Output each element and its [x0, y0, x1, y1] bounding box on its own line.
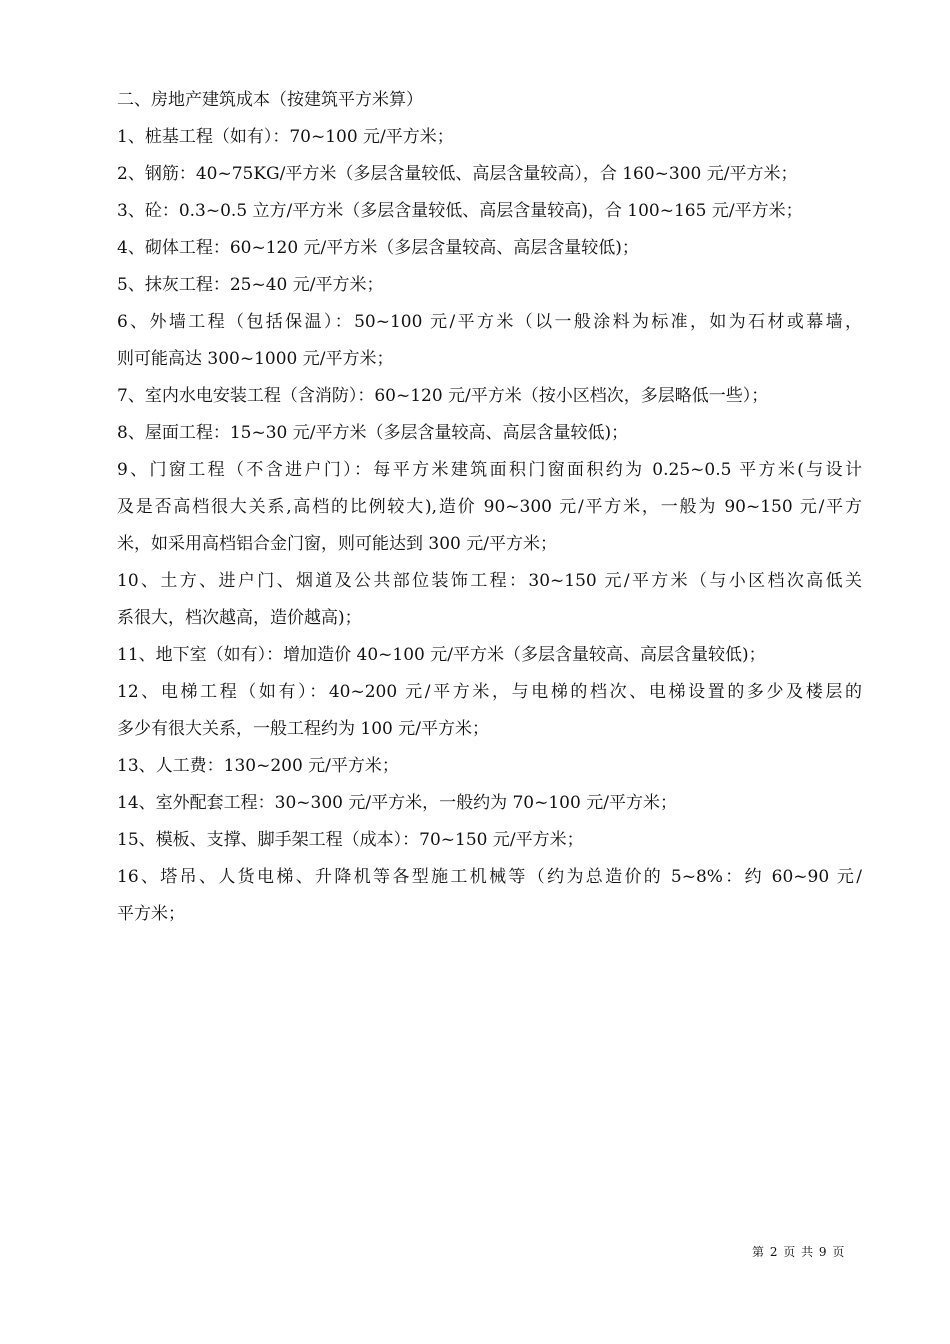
text-line: 14、室外配套工程：30~300 元/平方米，一般约为 70~100 元/平方米； — [117, 793, 677, 813]
text-line: 1、桩基工程（如有）：70~100 元/平方米； — [117, 127, 454, 147]
text-line: 及是否高档很大关系,高档的比例较大),造价 90~300 元/平方米，一般为 90~150 元/平方 — [117, 497, 862, 517]
text-line: 13、人工费：130~200 元/平方米； — [117, 756, 399, 776]
text-line: 多少有很大关系，一般工程约为 100 元/平方米； — [117, 719, 489, 739]
text-line: 8、屋面工程：15~30 元/平方米（多层含量较高、高层含量较低)； — [117, 423, 629, 443]
text-line: 9、门窗工程（不含进户门）：每平方米建筑面积门窗面积约为 0.25~0.5 平方米(与设计 — [117, 460, 862, 480]
text-line: 系很大，档次越高，造价越高)； — [117, 608, 362, 628]
document-body — [117, 82, 862, 933]
text-line: 3、砼：0.3~0.5 立方/平方米（多层含量较低、高层含量较高)，合 100~165 元/平方米； — [117, 201, 803, 221]
text-line: 12、电梯工程（如有）：40~200 元/平方米，与电梯的档次、电梯设置的多少及楼层的 — [117, 682, 862, 702]
page-number-footer: 第 2 页 共 9 页 — [752, 1245, 846, 1259]
section-heading: 二、房地产建筑成本（按建筑平方米算） — [117, 90, 423, 110]
text-line: 10、土方、进户门、烟道及公共部位装饰工程：30~150 元/平方米（与小区档次高低关 — [117, 571, 862, 591]
text-line: 15、模板、支撑、脚手架工程（成本）：70~150 元/平方米； — [117, 830, 584, 850]
text-line: 16、塔吊、人货电梯、升降机等各型施工机械等（约为总造价的 5~8%：约 60~90 元/ — [117, 867, 862, 887]
text-line: 4、砌体工程：60~120 元/平方米（多层含量较高、高层含量较低)； — [117, 238, 639, 258]
text-line: 平方米； — [117, 904, 185, 924]
text-line: 11、地下室（如有）：增加造价 40~100 元/平方米（多层含量较高、高层含量较低)； — [117, 645, 766, 665]
text-line: 2、钢筋：40~75KG/平方米（多层含量较低、高层含量较高），合 160~300 元/平方米； — [117, 164, 798, 184]
text-line: 7、室内水电安装工程（含消防）：60~120 元/平方米（按小区档次，多层略低一些）； — [117, 386, 769, 406]
text-line: 米，如采用高档铝合金门窗，则可能达到 300 元/平方米； — [117, 534, 557, 554]
text-line: 则可能高达 300~1000 元/平方米； — [117, 349, 394, 369]
text-line: 5、抹灰工程：25~40 元/平方米； — [117, 275, 384, 295]
text-line: 6、外墙工程（包括保温）：50~100 元/平方米（以一般涂料为标准，如为石材或幕墙， — [117, 312, 862, 332]
